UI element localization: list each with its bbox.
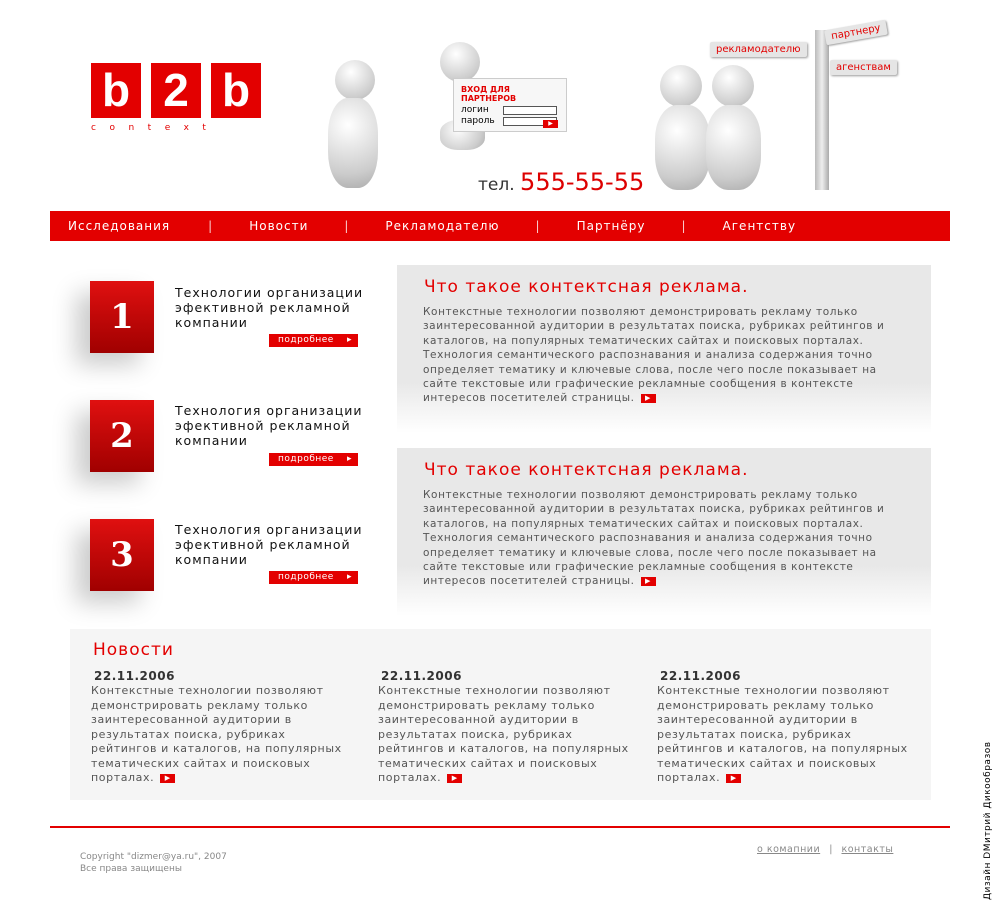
more-button[interactable]: подробнее ▸ xyxy=(269,334,358,347)
about-link[interactable]: о комапнии xyxy=(757,844,821,855)
password-label: пароль xyxy=(461,116,495,126)
article-card xyxy=(397,448,931,616)
nav-advertiser[interactable]: Рекламодателю xyxy=(385,219,500,233)
news-item xyxy=(378,669,638,786)
rights-text: Все права защищены xyxy=(80,864,182,874)
copyright-text: Copyright "dizmer@ya.ru", 2007 xyxy=(80,852,227,862)
more-button[interactable]: подробнее ▸ xyxy=(269,453,358,466)
article-text xyxy=(423,305,913,406)
login-submit-button[interactable]: ▶ xyxy=(543,120,558,128)
login-title: ВХОД ДЛЯ ПАРТНЕРОВ xyxy=(461,85,517,103)
sign-agencies[interactable]: агенствам xyxy=(830,60,897,75)
logo-letter: 2 xyxy=(151,63,201,118)
footer-links xyxy=(757,844,893,855)
feature-title: Технологии организации эфективной рекламной компании xyxy=(175,285,364,330)
sign-advertiser[interactable]: рекламодателю xyxy=(710,42,807,57)
article-body: Контекстные технологии позволяют демонстрировать рекламу только заинтересованной аудитории в результатах поиска, рубриках рейтингов и каталогов, на популярных тематических сайтах и поисковых порталах. Технология семантического распознавания и анализа содержания точно определяет тематику и ключевые слова, после чего после показывает на сайте текстовые или графические рекламные сообщения в контексте интересов посетителей страницы. xyxy=(423,306,885,405)
login-label: логин xyxy=(461,105,489,115)
read-more-arrow-icon[interactable]: ▶ xyxy=(447,774,462,783)
logo[interactable] xyxy=(91,63,261,135)
news-date: 22.11.2006 xyxy=(660,669,741,683)
contacts-link[interactable]: контакты xyxy=(841,844,894,855)
copyright xyxy=(80,851,227,875)
news-date: 22.11.2006 xyxy=(381,669,462,683)
number-cube: 3 xyxy=(90,519,154,591)
number-cube: 2 xyxy=(90,400,154,472)
read-more-arrow-icon[interactable]: ▶ xyxy=(641,394,656,403)
login-input[interactable] xyxy=(503,106,557,115)
nav-separator: | xyxy=(208,219,214,233)
news-text: Контекстные технологии позволяют демонстрировать рекламу только заинтересованной аудитории в результатах поиска, рубриках рейтингов и каталогов, на популярных тематических сайтах и поисковых порталах. xyxy=(657,684,908,784)
feature-title: Технология организации эфективной рекламной компании xyxy=(175,522,363,567)
logo-letter: b xyxy=(91,63,141,118)
news-item xyxy=(91,669,351,786)
nav-separator: | xyxy=(681,219,687,233)
nav-separator: | xyxy=(344,219,350,233)
article-title: Что такое контектсная реклама. xyxy=(424,460,749,480)
phone xyxy=(478,168,644,196)
logo-letter: b xyxy=(211,63,261,118)
nav-news[interactable]: Новости xyxy=(249,219,309,233)
article-body: Контекстные технологии позволяют демонстрировать рекламу только заинтересованной аудитории в результатах поиска, рубриках рейтингов и каталогов, на популярных тематических сайтах и поисковых порталах. Технология семантического распознавания и анализа содержания точно определяет тематику и ключевые слова, после чего после показывает на сайте текстовые или графические рекламные сообщения в контексте интересов посетителей страницы. xyxy=(423,489,885,588)
main-nav xyxy=(50,211,950,241)
news-title: Новости xyxy=(93,640,174,660)
read-more-arrow-icon[interactable]: ▶ xyxy=(641,577,656,586)
news-date: 22.11.2006 xyxy=(94,669,175,683)
phone-number: 555-55-55 xyxy=(520,168,645,196)
designer-credit: Дизайн DМитрий Дикообразов xyxy=(983,741,993,900)
nav-partner[interactable]: Партнёру xyxy=(576,219,646,233)
news-item xyxy=(657,669,917,786)
more-button[interactable]: подробнее ▸ xyxy=(269,571,358,584)
link-separator: | xyxy=(829,844,833,855)
nav-separator: | xyxy=(535,219,541,233)
read-more-arrow-icon[interactable]: ▶ xyxy=(160,774,175,783)
news-section xyxy=(70,629,931,800)
article-card xyxy=(397,265,931,433)
partner-login-form xyxy=(453,78,567,132)
nav-agency[interactable]: Агентству xyxy=(722,219,797,233)
phone-prefix: тел. xyxy=(478,175,515,195)
number-cube: 1 xyxy=(90,281,154,353)
news-text: Контекстные технологии позволяют демонстрировать рекламу только заинтересованной аудитории в результатах поиска, рубриках рейтингов и каталогов, на популярных тематических сайтах и поисковых порталах. xyxy=(378,684,629,784)
logo-subtitle: context xyxy=(91,123,220,133)
article-text xyxy=(423,488,913,589)
read-more-arrow-icon[interactable]: ▶ xyxy=(726,774,741,783)
footer-divider xyxy=(50,826,950,828)
article-title: Что такое контектсная реклама. xyxy=(424,277,749,297)
signpost xyxy=(815,30,829,190)
news-text: Контекстные технологии позволяют демонстрировать рекламу только заинтересованной аудитории в результатах поиска, рубриках рейтингов и каталогов, на популярных тематических сайтах и поисковых порталах. xyxy=(91,684,342,784)
nav-research[interactable]: Исследования xyxy=(68,219,171,233)
sign-partner[interactable]: партнеру xyxy=(824,20,887,46)
feature-title: Технология организации эфективной рекламной компании xyxy=(175,403,363,448)
